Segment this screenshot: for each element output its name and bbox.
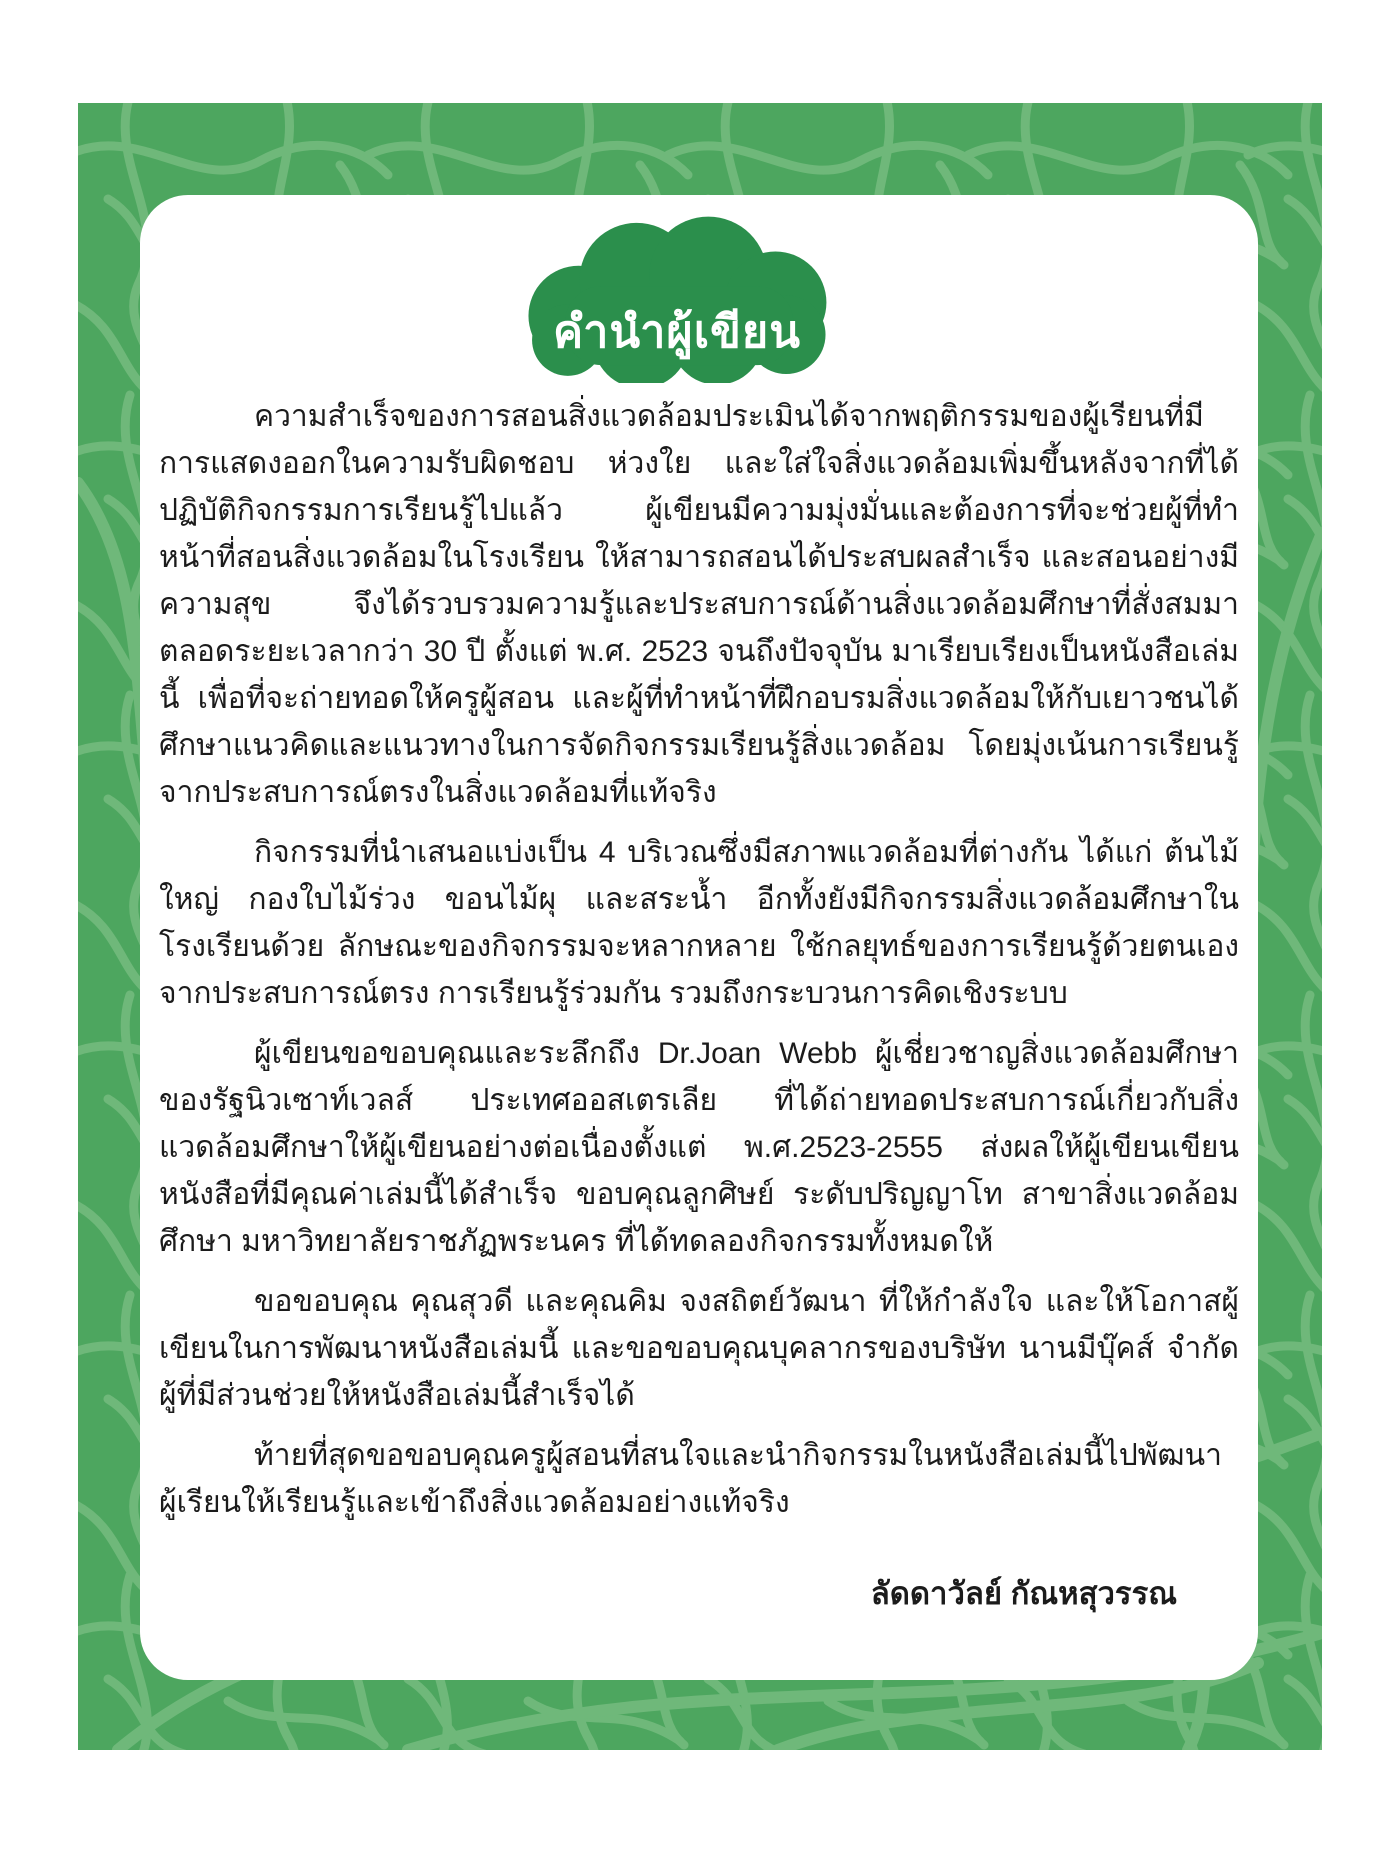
paragraph: ผู้เขียนขอขอบคุณและระลึกถึง Dr.Joan Webb ผู้เชี่ยวชาญสิ่งแวดล้อมศึกษาของรัฐนิวเซาท์เวลส์ ประเทศออสเตรเลีย ที่ได้ถ่ายทอดประสบการณ์เกี่ยวกับสิ่งแวดล้อมศึกษาให้ผู้เขียนอย่างต่อเนื่องตั้งแต่ พ.ศ.2523-2555 ส่งผลให้ผู้เขียนเขียนหนังสือที่มีคุณค่าเล่มนี้ได้สำเร็จ ขอบคุณลูกศิษย์ ระดับปริญญาโท สาขาสิ่งแวดล้อมศึกษา มหาวิทยาลัยราชภัฏพระนคร ที่ได้ทดลองกิจกรรมทั้งหมดให้ (159, 1037, 1239, 1258)
preface-body (156, 393, 1242, 1526)
content-card-inner (140, 195, 1258, 1618)
preface-cloud-badge (503, 213, 851, 383)
author-signature: ลัดดาวัลย์ กัณหสุวรรณ (870, 1576, 1177, 1611)
paragraph: ขอขอบคุณ คุณสุวดี และคุณคิม จงสถิตย์วัฒนา ที่ให้กำลังใจ และให้โอกาสผู้เขียนในการพัฒนาหนังสือเล่มนี้ และขอขอบคุณบุคลากรของบริษัท นานมีบุ๊คส์ จำกัด ผู้ที่มีส่วนช่วยให้หนังสือเล่มนี้สำเร็จได้ (159, 1285, 1239, 1412)
paragraph: กิจกรรมที่นำเสนอแบ่งเป็น 4 บริเวณซึ่งมีสภาพแวดล้อมที่ต่างกัน ได้แก่ ต้นไม้ใหญ่ กองใบไม้ร่วง ขอนไม้ผุ และสระน้ำ อีกทั้งยังมีกิจกรรมสิ่งแวดล้อมศึกษาในโรงเรียนด้วย ลักษณะของกิจกรรมจะหลากหลาย ใช้กลยุทธ์ของการเรียนรู้ด้วยตนเองจากประสบการณ์ตรง การเรียนรู้ร่วมกัน รวมถึงกระบวนการคิดเชิงระบบ (159, 836, 1239, 1010)
content-card (140, 195, 1258, 1680)
paragraph: ความสำเร็จของการสอนสิ่งแวดล้อมประเมินได้จากพฤติกรรมของผู้เรียนที่มีการแสดงออกในความรับผิดชอบ ห่วงใย และใส่ใจสิ่งแวดล้อมเพิ่มขึ้นหลังจากที่ได้ปฏิบัติกิจกรรมการเรียนรู้ไปแล้ว ผู้เขียนมีความมุ่งมั่นและต้องการที่จะช่วยผู้ที่ทำหน้าที่สอนสิ่งแวดล้อมในโรงเรียน ให้สามารถสอนได้ประสบผลสำเร็จ และสอนอย่างมีความสุข จึงได้รวบรวมความรู้และประสบการณ์ด้านสิ่งแวดล้อมศึกษาที่สั่งสมมาตลอดระยะเวลากว่า 30 ปี ตั้งแต่ พ.ศ. 2523 จนถึงปัจจุบัน มาเรียบเรียงเป็นหนังสือเล่มนี้ เพื่อที่จะถ่ายทอดให้ครูผู้สอน และผู้ที่ทำหน้าที่ฝึกอบรมสิ่งแวดล้อมให้กับเยาวชนได้ศึกษาแนวคิดและแนวทางในการจัดกิจกรรมเรียนรู้สิ่งแวดล้อม โดยมุ่งเน้นการเรียนรู้จากประสบการณ์ตรงในสิ่งแวดล้อมที่แท้จริง (159, 400, 1239, 809)
paragraph: ท้ายที่สุดขอขอบคุณครูผู้สอนที่สนใจและนำกิจกรรมในหนังสือเล่มนี้ไปพัฒนาผู้เรียนให้เรียนรู้และเข้าถึงสิ่งแวดล้อมอย่างแท้จริง (159, 1439, 1222, 1519)
page-title: คำนำผู้เขียน (552, 306, 802, 357)
